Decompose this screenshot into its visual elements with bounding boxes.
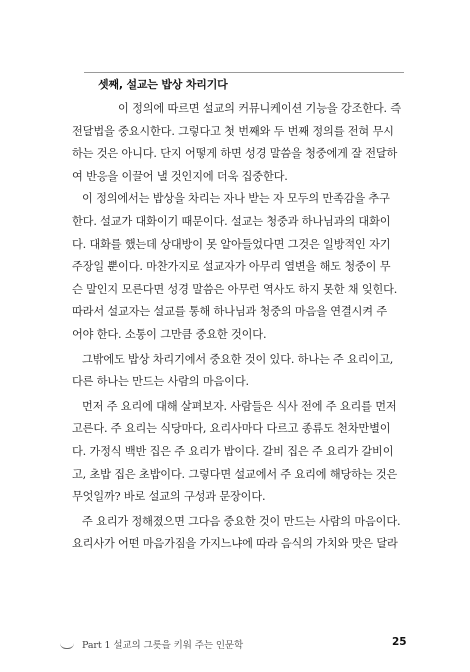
paragraph-line: 이 정의에 따르면 설교의 커뮤니케이션 기능을 강조한다. 즉 xyxy=(118,102,402,115)
section-divider xyxy=(84,72,404,73)
paragraph-line: 따라서 설교자는 설교를 통해 하나님과 청중의 마음을 연결시켜 주 xyxy=(72,305,387,319)
paragraph-line: 한다. 설교가 대화이기 때문이다. 설교는 청중과 하나님과의 대화이 xyxy=(72,214,391,228)
paragraph-line: 먼저 주 요리에 대해 살펴보자. 사람들은 식사 전에 주 요리를 먼저 xyxy=(82,399,397,413)
paragraph-line: 요리사가 어떤 마음가짐을 가지느냐에 따라 음식의 가치와 맛은 달라 xyxy=(72,537,398,551)
paragraph-line: 다. 가정식 백반 집은 주 요리가 밥이다. 갈비 집은 주 요리가 갈비이 xyxy=(72,444,394,458)
paragraph-line: 어야 한다. 소통이 그만큼 중요한 것이다. xyxy=(72,327,267,341)
paragraph-line: 무엇일까? 바로 설교의 구성과 문장이다. xyxy=(72,490,266,504)
paragraph-line: 다른 하나는 만드는 사람의 마음이다. xyxy=(72,375,249,389)
page-number: 25 xyxy=(392,636,407,648)
body-text xyxy=(72,98,408,556)
section-heading: 셋째, 설교는 밥상 차리기다 xyxy=(98,78,228,91)
paragraph-line: 슨 말인지 모른다면 성경 말씀은 아무런 역사도 하지 못한 채 잊힌다. xyxy=(72,282,398,296)
paragraph-line: 고, 초밥 집은 초밥이다. 그렇다면 설교에서 주 요리에 해당하는 것은 xyxy=(72,467,398,481)
footer-ornament xyxy=(60,643,74,649)
paragraph-line: 다. 대화를 했는데 상대방이 못 알아들었다면 그것은 일방적인 자기 xyxy=(72,237,391,251)
paragraph-line: 주장일 뿐이다. 마찬가지로 설교자가 아무리 열변을 해도 청중이 무 xyxy=(72,260,391,274)
paragraph-line: 하는 것은 아니다. 단지 어떻게 하면 성경 말씀을 청중에게 잘 전달하 xyxy=(72,147,398,161)
paragraph-line: 고른다. 주 요리는 식당마다, 요리사마다 다르고 종류도 천차만별이 xyxy=(72,422,391,436)
paragraph-line: 전달법을 중요시한다. 그렇다고 첫 번째와 두 번째 정의를 전혀 무시 xyxy=(72,124,394,138)
running-title: Part 1 설교의 그릇을 키워 주는 인문학 xyxy=(82,640,244,651)
paragraph-line: 여 반응을 이끌어 낼 것인지에 더욱 집중한다. xyxy=(72,169,288,183)
paragraph-line: 주 요리가 정해졌으면 그다음 중요한 것이 만드는 사람의 마음이다. xyxy=(82,514,401,528)
paragraph-line: 이 정의에서는 밥상을 차리는 자나 받는 자 모두의 만족감을 추구 xyxy=(82,192,390,206)
paragraph-line: 그밖에도 밥상 차리기에서 중요한 것이 있다. 하나는 주 요리이고, xyxy=(82,352,394,366)
